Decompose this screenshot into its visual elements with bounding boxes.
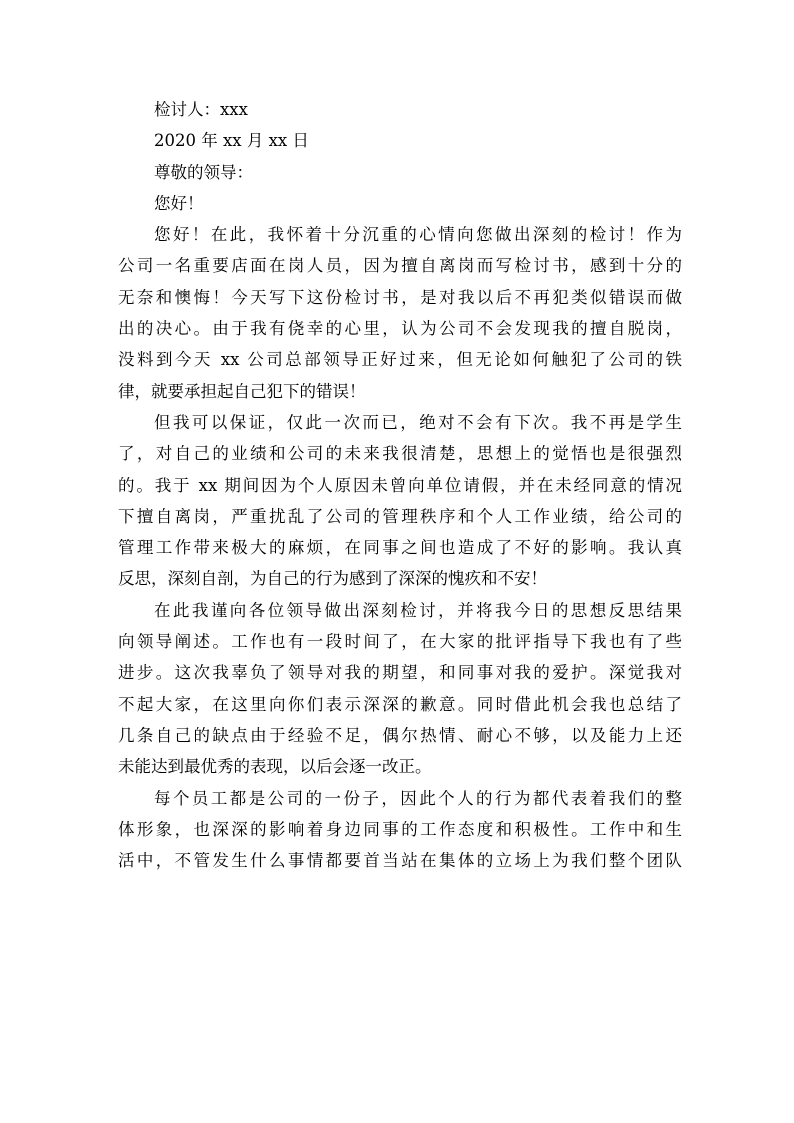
paragraph-line: 的。我于 xx 期间因为个人原因未曾向单位请假，并在未经同意的情况 bbox=[118, 475, 682, 495]
greeting-line: 您好！ bbox=[154, 193, 204, 213]
paragraph-line: 几条自己的缺点由于经验不足，偶尔热情、耐心不够，以及能力上还 bbox=[118, 725, 682, 745]
paragraph-line: 您好！在此，我怀着十分沉重的心情向您做出深刻的检讨！作为 bbox=[154, 225, 682, 245]
paragraph-line: 进步。这次我辜负了领导对我的期望，和同事对我的爱护。深觉我对 bbox=[118, 663, 682, 683]
document-body bbox=[118, 94, 682, 876]
paragraph-line: 律，就要承担起自己犯下的错误！ bbox=[118, 381, 366, 401]
paragraph-line: 了，对自己的业绩和公司的未来我很清楚，思想上的觉悟也是很强烈 bbox=[118, 444, 682, 464]
paragraph-line: 出的决心。由于我有侥幸的心里，认为公司不会发现我的擅自脱岗， bbox=[118, 319, 682, 339]
paragraph-1 bbox=[118, 219, 682, 407]
paragraph-line: 活中，不管发生什么事情都要首当站在集体的立场上为我们整个团队 bbox=[118, 851, 682, 871]
paragraph-line: 向领导阐述。工作也有一段时间了，在大家的批评指导下我也有了些 bbox=[118, 632, 682, 652]
paragraph-line: 但我可以保证，仅此一次而已，绝对不会有下次。我不再是学生 bbox=[154, 412, 682, 432]
paragraph-line: 每个员工都是公司的一份子，因此个人的行为都代表着我们的整 bbox=[154, 788, 682, 808]
paragraph-line: 反思，深刻自剖，为自己的行为感到了深深的愧疚和不安！ bbox=[118, 569, 547, 589]
paragraph-4 bbox=[118, 783, 682, 877]
paragraph-line: 体形象，也深深的影响着身边同事的工作态度和积极性。工作中和生 bbox=[118, 819, 682, 839]
paragraph-line: 公司一名重要店面在岗人员，因为擅自离岗而写检讨书，感到十分的 bbox=[118, 256, 682, 276]
paragraph-line: 管理工作带来极大的麻烦，在同事之间也造成了不好的影响。我认真 bbox=[118, 538, 682, 558]
date-line: 2020 年 xx 月 xx 日 bbox=[154, 131, 309, 151]
paragraph-3 bbox=[118, 595, 682, 783]
paragraph-line: 没料到今天 xx 公司总部领导正好过来，但无论如何触犯了公司的铁 bbox=[118, 350, 682, 370]
salutation-line: 尊敬的领导： bbox=[154, 162, 253, 182]
paragraph-line: 未能达到最优秀的表现，以后会逐一改正。 bbox=[118, 757, 432, 777]
paragraph-line: 在此我谨向各位领导做出深刻检讨，并将我今日的思想反思结果 bbox=[154, 600, 682, 620]
paragraph-line: 不起大家，在这里向你们表示深深的歉意。同时借此机会我也总结了 bbox=[118, 694, 682, 714]
paragraph-line: 无奈和懊悔！今天写下这份检讨书，是对我以后不再犯类似错误而做 bbox=[118, 287, 682, 307]
paragraph-2 bbox=[118, 407, 682, 595]
reviewer-line: 检讨人：xxx bbox=[154, 100, 248, 119]
paragraph-line: 下擅自离岗，严重扰乱了公司的管理秩序和个人工作业绩，给公司的 bbox=[118, 506, 682, 526]
